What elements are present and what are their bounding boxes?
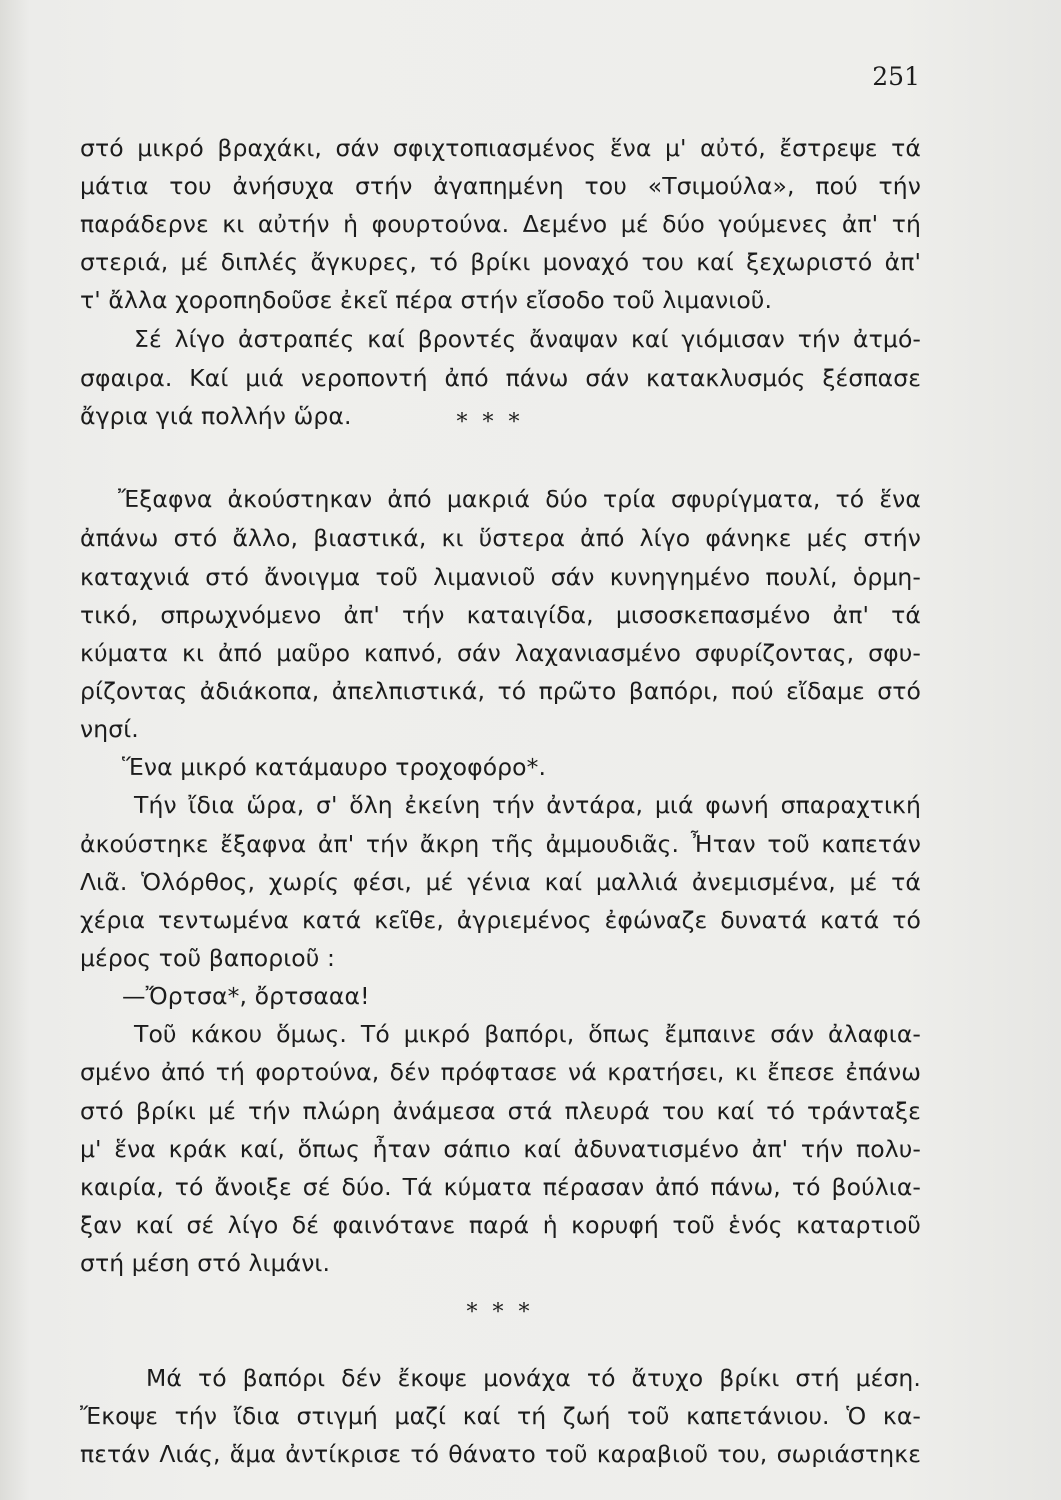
text-line: Μά τό βαπόρι δέν ἔκοψε μονάχα τό ἄτυχο βρίκι στή μέση. (146, 1364, 921, 1392)
text-line: μέρος τοῦ βαποριοῦ : (80, 944, 336, 972)
text-line: ρίζοντας ἀδιάκοπα, ἀπελπιστικά, τό πρῶτο βαπόρι, πού εἴδαμε στό (80, 677, 921, 705)
text-line: ἀκούστηκε ἔξαφνα ἀπ' τήν ἄκρη τῆς ἀμμουδιᾶς. Ἦταν τοῦ καπετάν (80, 830, 921, 858)
text-line: Σέ λίγο ἀστραπές καί βροντές ἄναψαν καί γιόμισαν τήν ἀτμό- (134, 325, 921, 353)
text-line: χέρια τεντωμένα κατά κεῖθε, ἀγριεμένος ἐφώναζε δυνατά κατά τό (80, 906, 921, 934)
text-line: σμένο ἀπό τή φορτούνα, δέν πρόφτασε νά κρατήσει, κι ἔπεσε ἐπάνω (80, 1058, 921, 1086)
text-line: σφαιρα. Καί μιά νεροποντή ἀπό πάνω σάν κατακλυσμός ξέσπασε (80, 364, 921, 392)
text-line: ξαν καί σέ λίγο δέ φαινότανε παρά ἡ κορυφή τοῦ ἑνός καταρτιοῦ (80, 1211, 921, 1239)
page-number: 251 (872, 62, 920, 91)
text-line: Τήν ἴδια ὥρα, σ' ὅλη ἐκείνη τήν ἀντάρα, μιά φωνή σπαραχτική (134, 791, 921, 819)
text-line: ἄγρια γιά πολλήν ὥρα. (80, 402, 352, 430)
text-line: στεριά, μέ διπλές ἄγκυρες, τό βρίκι μοναχό του καί ξεχωριστό ἀπ' (80, 248, 921, 276)
text-line: στή μέση στό λιμάνι. (80, 1249, 331, 1277)
section-separator: * * * (466, 1300, 534, 1325)
text-line: ἀπάνω στό ἄλλο, βιαστικά, κι ὕστερα ἀπό λίγο φάνηκε μές στήν (80, 524, 921, 552)
section-separator: * * * (456, 410, 524, 435)
text-line: καιρία, τό ἄνοιξε σέ δύο. Τά κύματα πέρασαν ἀπό πάνω, τό βούλια- (80, 1173, 921, 1201)
text-line: Ἕνα μικρό κατάμαυρο τροχοφόρο*. (122, 753, 547, 781)
text-line: Λιᾶ. Ὁλόρθος, χωρίς φέσι, μέ γένια καί μαλλιά ἀνεμισμένα, μέ τά (80, 868, 921, 896)
text-line: νησί. (80, 715, 139, 743)
text-line: στό μικρό βραχάκι, σάν σφιχτοπιασμένος ἕνα μ' αὐτό, ἔστρεψε τά (80, 134, 921, 162)
text-line: Ἔξαφνα ἀκούστηκαν ἀπό μακριά δύο τρία σφυρίγματα, τό ἕνα (118, 485, 921, 513)
text-line: Ἔκοψε τήν ἴδια στιγμή μαζί καί τή ζωή τοῦ καπετάνιου. Ὁ κα- (80, 1402, 921, 1430)
text-line: μάτια του ἀνήσυχα στήν ἀγαπημένη του «Τσιμούλα», πού τήν (80, 172, 921, 200)
text-line: καταχνιά στό ἄνοιγμα τοῦ λιμανιοῦ σάν κυνηγημένο πουλί, ὁρμη- (80, 563, 921, 591)
text-line: στό βρίκι μέ τήν πλώρη ἀνάμεσα στά πλευρά του καί τό τράνταξε (80, 1097, 921, 1125)
text-line: τ' ἄλλα χοροπηδοῦσε ἐκεῖ πέρα στήν εἴσοδο τοῦ λιμανιοῦ. (80, 286, 773, 314)
text-line: τικό, σπρωχνόμενο ἀπ' τήν καταιγίδα, μισοσκεπασμένο ἀπ' τά (80, 601, 921, 629)
text-line: μ' ἕνα κράκ καί, ὅπως ἦταν σάπιο καί ἀδυνατισμένο ἀπ' τήν πολυ- (80, 1135, 921, 1163)
text-line: κύματα κι ἀπό μαῦρο καπνό, σάν λαχανιασμένο σφυρίζοντας, σφυ- (80, 639, 921, 667)
text-line: —Ὄρτσα*, ὄρτσααα! (122, 982, 370, 1010)
text-line: Τοῦ κάκου ὅμως. Τό μικρό βαπόρι, ὅπως ἔμπαινε σάν ἀλαφια- (134, 1020, 921, 1048)
text-line: παράδερνε κι αὐτήν ἡ φουρτούνα. Δεμένο μέ δύο γούμενες ἀπ' τή (80, 210, 921, 238)
text-line: πετάν Λιάς, ἅμα ἀντίκρισε τό θάνατο τοῦ καραβιοῦ του, σωριάστηκε (80, 1440, 921, 1468)
